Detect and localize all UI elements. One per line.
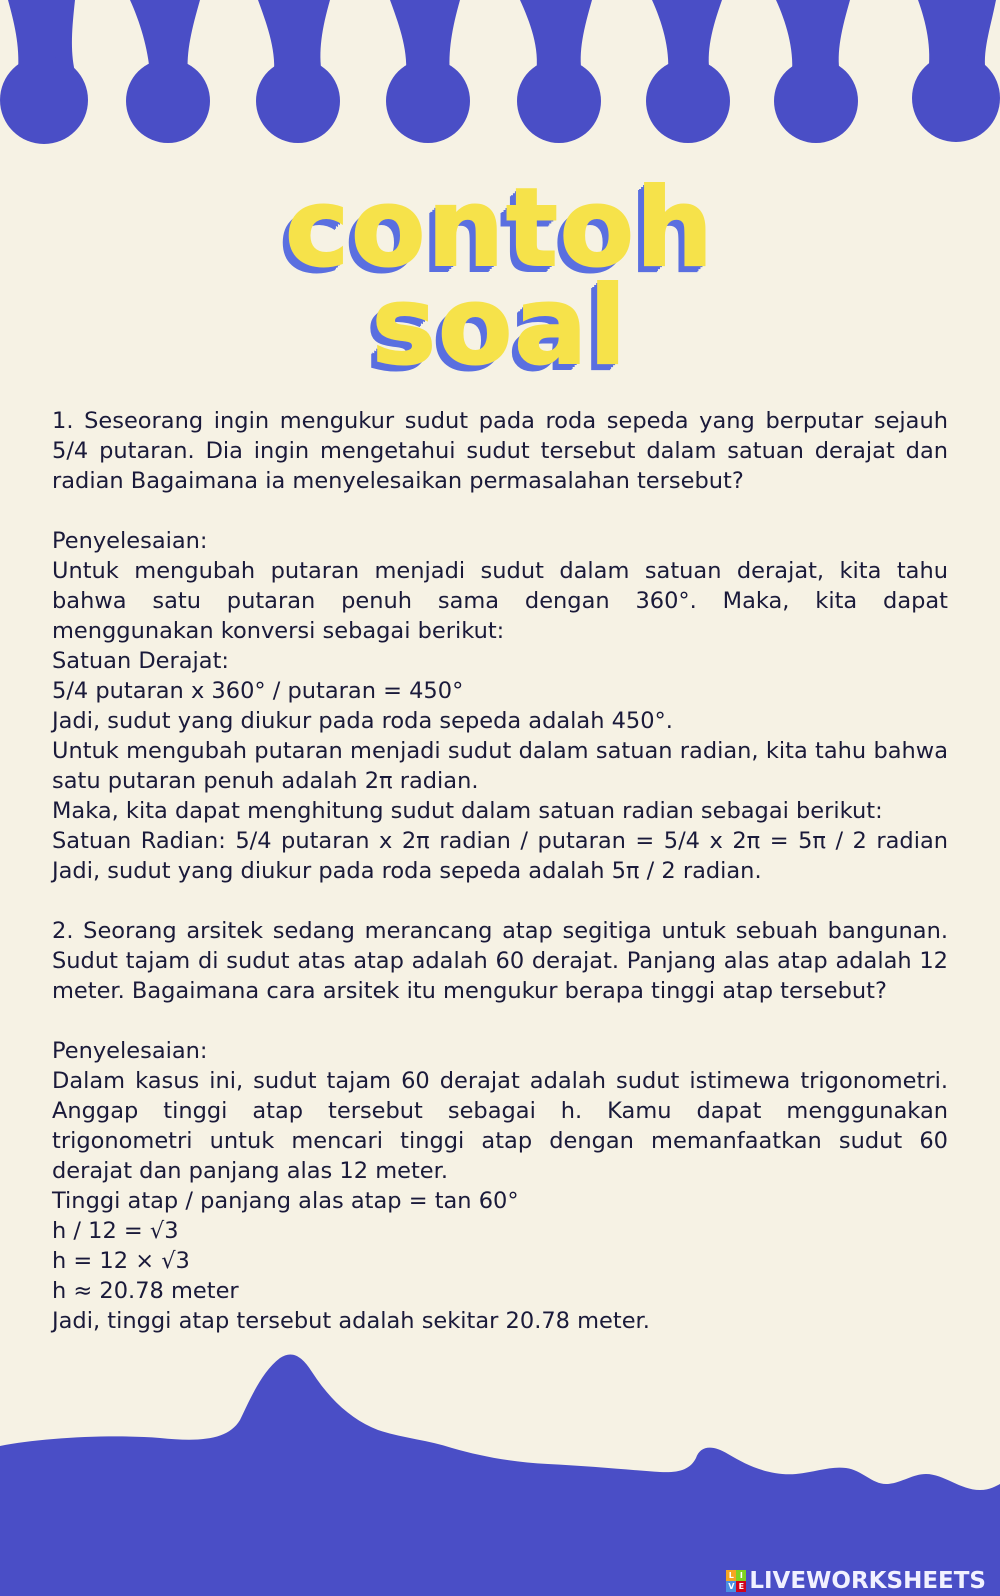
title-line-2: soal bbox=[371, 264, 629, 389]
problem-2-step-3: h = 12 × √3 bbox=[52, 1248, 190, 1274]
page-title bbox=[0, 166, 1000, 389]
brand-name: LIVEWORKSHEETS bbox=[749, 1568, 986, 1594]
liveworksheets-logo-icon bbox=[726, 1570, 746, 1592]
logo-letter-l: L bbox=[726, 1570, 736, 1581]
problem-2-question: 2. Seorang arsitek sedang merancang atap segitiga untuk sebuah bangunan. Sudut tajam di sudut atas atap adalah 60 derajat. Panjang alas atap adalah 12 meter. Bagaimana cara arsitek itu mengukur berapa tinggi atap tersebut? bbox=[52, 918, 948, 1004]
problem-1-solution-heading: Penyelesaian: bbox=[52, 528, 208, 554]
problem-1-degree-calc: 5/4 putaran x 360° / putaran = 450° bbox=[52, 678, 464, 704]
liveworksheets-watermark bbox=[726, 1566, 986, 1596]
problem-1-radian-intro: Untuk mengubah putaran menjadi sudut dalam satuan radian, kita tahu bahwa satu putaran penuh adalah 2π radian. bbox=[52, 738, 948, 794]
logo-letter-e: E bbox=[736, 1581, 746, 1592]
problem-2-step-1: Tinggi atap / panjang alas atap = tan 60° bbox=[52, 1188, 519, 1214]
title-line-1: contoh bbox=[285, 166, 715, 291]
problem-1-degree-heading: Satuan Derajat: bbox=[52, 648, 230, 674]
problem-2-step-2: h / 12 = √3 bbox=[52, 1218, 179, 1244]
problem-1-degree-result: Jadi, sudut yang diukur pada roda sepeda adalah 450°. bbox=[52, 708, 673, 734]
top-drip-decoration bbox=[0, 0, 1000, 150]
problem-2-intro: Dalam kasus ini, sudut tajam 60 derajat adalah sudut istimewa trigonometri. Anggap tinggi atap tersebut sebagai h. Kamu dapat menggunakan trigonometri untuk mencari tinggi atap dengan memanfaatkan sudut 60 derajat dan panjang alas 12 meter. bbox=[52, 1068, 948, 1184]
bottom-mountain-decoration bbox=[0, 1350, 1000, 1596]
logo-letter-v: V bbox=[728, 1582, 735, 1591]
logo-letter-i: I bbox=[736, 1570, 746, 1581]
problem-2-conclusion: Jadi, tinggi atap tersebut adalah sekitar 20.78 meter. bbox=[52, 1308, 650, 1334]
problem-1-radian-next: Maka, kita dapat menghitung sudut dalam satuan radian sebagai berikut: bbox=[52, 798, 883, 824]
problem-2-step-4: h ≈ 20.78 meter bbox=[52, 1278, 239, 1304]
problem-2-solution-heading: Penyelesaian: bbox=[52, 1038, 208, 1064]
problem-1-question: 1. Seseorang ingin mengukur sudut pada roda sepeda yang berputar sejauh 5/4 putaran. Dia ingin mengetahui sudut tersebut dalam satuan derajat dan radian Bagaimana ia menyelesaikan permasalahan tersebut? bbox=[52, 408, 948, 494]
worksheet-content bbox=[52, 406, 948, 1336]
problem-1-radian-calc: Satuan Radian: 5/4 putaran x 2π radian / putaran = 5/4 x 2π = 5π / 2 radian Jadi, sudut yang diukur pada roda sepeda adalah 5π / 2 radian. bbox=[52, 828, 948, 884]
problem-1-intro: Untuk mengubah putaran menjadi sudut dalam satuan derajat, kita tahu bahwa satu putaran penuh sama dengan 360°. Maka, kita dapat menggunakan konversi sebagai berikut: bbox=[52, 558, 948, 644]
